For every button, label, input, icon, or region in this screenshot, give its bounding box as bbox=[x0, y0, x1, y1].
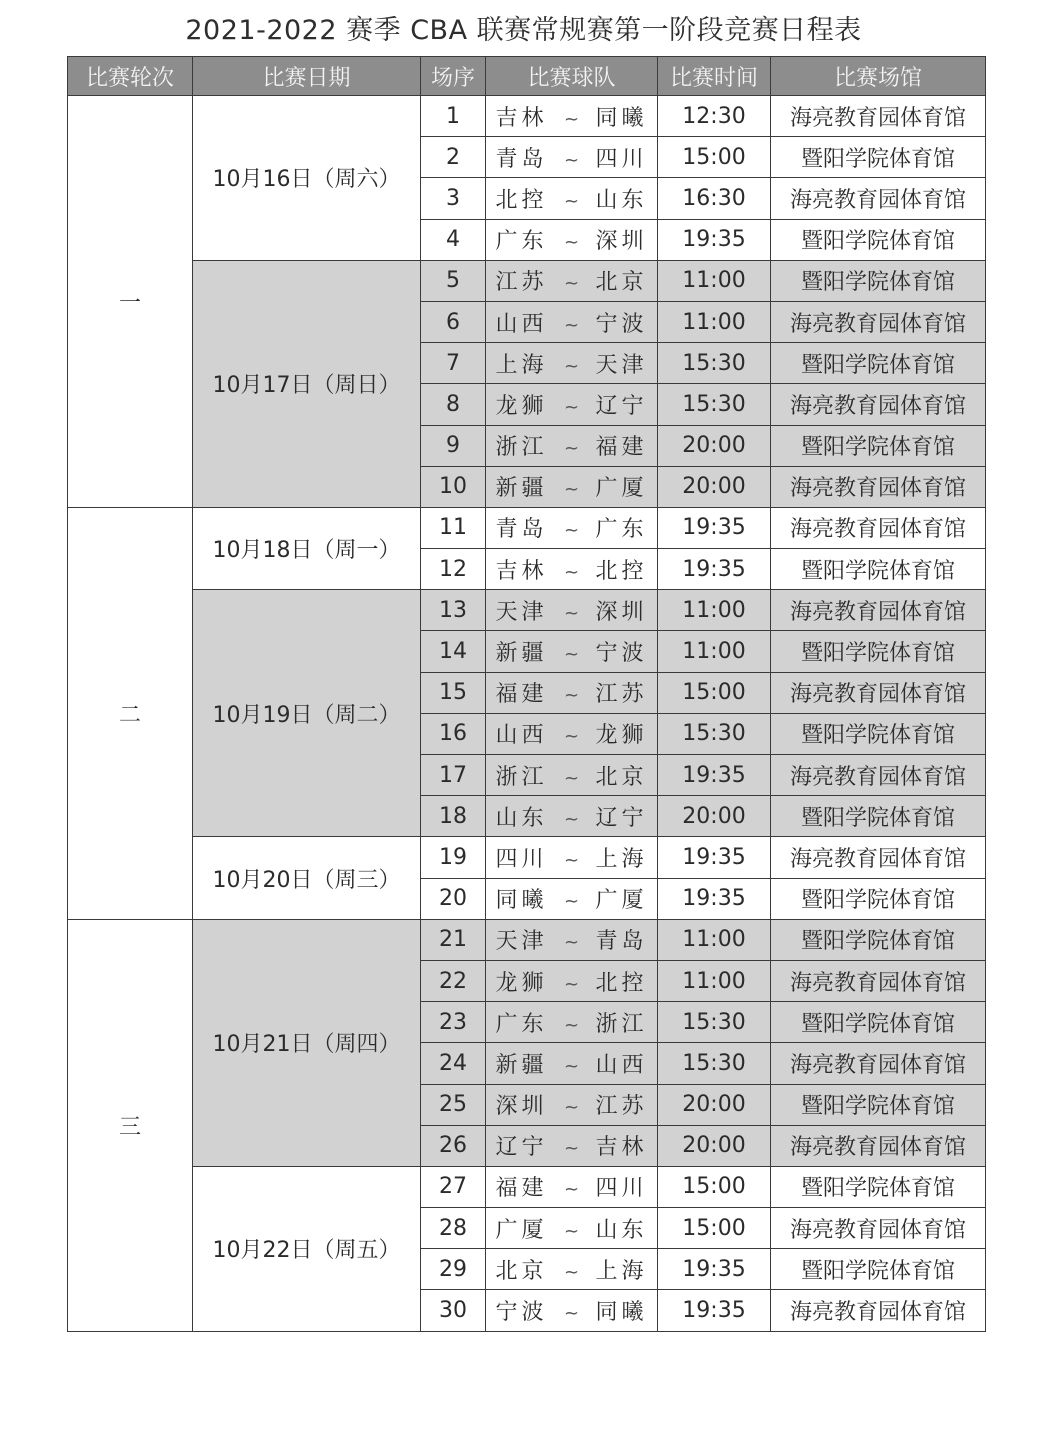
venue-cell: 海亮教育园体育馆 bbox=[771, 466, 986, 507]
time-cell: 11:00 bbox=[658, 590, 771, 631]
time-cell: 11:00 bbox=[658, 631, 771, 672]
team-separator: ~ bbox=[563, 1179, 580, 1201]
venue-cell: 海亮教育园体育馆 bbox=[771, 960, 986, 1001]
time-cell: 19:35 bbox=[658, 837, 771, 878]
round-cell: 三 bbox=[68, 919, 193, 1331]
time-cell: 12:30 bbox=[658, 96, 771, 137]
teams-cell bbox=[486, 1290, 658, 1331]
table-row bbox=[68, 260, 986, 301]
table-header bbox=[68, 57, 986, 96]
away-team: 同曦 bbox=[595, 1300, 648, 1326]
venue-cell: 暨阳学院体育馆 bbox=[771, 260, 986, 301]
team-separator: ~ bbox=[563, 602, 580, 624]
team-separator: ~ bbox=[563, 1055, 580, 1077]
away-team: 广厦 bbox=[595, 476, 648, 502]
home-team: 龙狮 bbox=[495, 970, 548, 996]
date-cell: 10月17日（周日） bbox=[193, 260, 421, 507]
team-separator: ~ bbox=[563, 396, 580, 418]
table-row bbox=[68, 96, 986, 137]
time-cell: 15:30 bbox=[658, 1002, 771, 1043]
game-no-cell: 15 bbox=[421, 672, 486, 713]
game-no-cell: 28 bbox=[421, 1208, 486, 1249]
date-cell: 10月21日（周四） bbox=[193, 919, 421, 1166]
time-cell: 19:35 bbox=[658, 878, 771, 919]
team-separator: ~ bbox=[563, 520, 580, 542]
time-cell: 20:00 bbox=[658, 1125, 771, 1166]
home-team: 同曦 bbox=[495, 888, 548, 914]
away-team: 青岛 bbox=[595, 929, 648, 955]
venue-cell: 海亮教育园体育馆 bbox=[771, 1125, 986, 1166]
away-team: 龙狮 bbox=[595, 723, 648, 749]
home-team: 山西 bbox=[495, 723, 548, 749]
venue-cell: 海亮教育园体育馆 bbox=[771, 384, 986, 425]
game-no-cell: 20 bbox=[421, 878, 486, 919]
time-cell: 11:00 bbox=[658, 301, 771, 342]
away-team: 辽宁 bbox=[595, 805, 648, 831]
teams-cell bbox=[486, 507, 658, 548]
game-no-cell: 17 bbox=[421, 755, 486, 796]
time-cell: 15:30 bbox=[658, 713, 771, 754]
team-separator: ~ bbox=[563, 108, 580, 130]
header-time: 比赛时间 bbox=[658, 57, 771, 96]
game-no-cell: 23 bbox=[421, 1002, 486, 1043]
teams-cell bbox=[486, 301, 658, 342]
away-team: 北控 bbox=[595, 558, 648, 584]
away-team: 深圳 bbox=[595, 229, 648, 255]
time-cell: 15:30 bbox=[658, 343, 771, 384]
home-team: 四川 bbox=[495, 846, 548, 872]
date-cell: 10月22日（周五） bbox=[193, 1166, 421, 1331]
game-no-cell: 21 bbox=[421, 919, 486, 960]
home-team: 山西 bbox=[495, 311, 548, 337]
team-separator: ~ bbox=[563, 808, 580, 830]
header-venue: 比赛场馆 bbox=[771, 57, 986, 96]
venue-cell: 暨阳学院体育馆 bbox=[771, 1002, 986, 1043]
time-cell: 19:35 bbox=[658, 755, 771, 796]
venue-cell: 海亮教育园体育馆 bbox=[771, 755, 986, 796]
team-separator: ~ bbox=[563, 644, 580, 666]
team-separator: ~ bbox=[563, 438, 580, 460]
teams-cell bbox=[486, 549, 658, 590]
game-no-cell: 18 bbox=[421, 796, 486, 837]
round-cell: 一 bbox=[68, 96, 193, 508]
time-cell: 11:00 bbox=[658, 260, 771, 301]
game-no-cell: 10 bbox=[421, 466, 486, 507]
away-team: 江苏 bbox=[595, 682, 648, 708]
teams-cell bbox=[486, 796, 658, 837]
home-team: 广厦 bbox=[495, 1217, 548, 1243]
table-row bbox=[68, 590, 986, 631]
home-team: 福建 bbox=[495, 1176, 548, 1202]
date-cell: 10月19日（周二） bbox=[193, 590, 421, 837]
game-no-cell: 16 bbox=[421, 713, 486, 754]
team-separator: ~ bbox=[563, 479, 580, 501]
away-team: 辽宁 bbox=[595, 393, 648, 419]
venue-cell: 暨阳学院体育馆 bbox=[771, 425, 986, 466]
team-separator: ~ bbox=[563, 891, 580, 913]
venue-cell: 暨阳学院体育馆 bbox=[771, 796, 986, 837]
away-team: 天津 bbox=[595, 352, 648, 378]
team-separator: ~ bbox=[563, 726, 580, 748]
teams-cell bbox=[486, 137, 658, 178]
page-title: 2021-2022 赛季 CBA 联赛常规赛第一阶段竞赛日程表 bbox=[185, 15, 862, 46]
table-row bbox=[68, 837, 986, 878]
venue-cell: 暨阳学院体育馆 bbox=[771, 549, 986, 590]
time-cell: 20:00 bbox=[658, 796, 771, 837]
team-separator: ~ bbox=[563, 1014, 580, 1036]
away-team: 山西 bbox=[595, 1052, 648, 1078]
venue-cell: 海亮教育园体育馆 bbox=[771, 507, 986, 548]
venue-cell: 暨阳学院体育馆 bbox=[771, 919, 986, 960]
home-team: 浙江 bbox=[495, 435, 548, 461]
venue-cell: 暨阳学院体育馆 bbox=[771, 1166, 986, 1207]
game-no-cell: 30 bbox=[421, 1290, 486, 1331]
team-separator: ~ bbox=[563, 561, 580, 583]
teams-cell bbox=[486, 1125, 658, 1166]
teams-cell bbox=[486, 590, 658, 631]
teams-cell bbox=[486, 466, 658, 507]
away-team: 上海 bbox=[595, 846, 648, 872]
away-team: 上海 bbox=[595, 1258, 648, 1284]
team-separator: ~ bbox=[563, 1261, 580, 1283]
venue-cell: 暨阳学院体育馆 bbox=[771, 631, 986, 672]
home-team: 北控 bbox=[495, 187, 548, 213]
venue-cell: 暨阳学院体育馆 bbox=[771, 713, 986, 754]
home-team: 天津 bbox=[495, 599, 548, 625]
home-team: 青岛 bbox=[495, 146, 548, 172]
teams-cell bbox=[486, 1208, 658, 1249]
game-no-cell: 5 bbox=[421, 260, 486, 301]
team-separator: ~ bbox=[563, 973, 580, 995]
team-separator: ~ bbox=[563, 273, 580, 295]
time-cell: 20:00 bbox=[658, 1084, 771, 1125]
away-team: 山东 bbox=[595, 1217, 648, 1243]
home-team: 上海 bbox=[495, 352, 548, 378]
away-team: 江苏 bbox=[595, 1094, 648, 1120]
time-cell: 15:30 bbox=[658, 384, 771, 425]
away-team: 四川 bbox=[595, 146, 648, 172]
home-team: 广东 bbox=[495, 229, 548, 255]
team-separator: ~ bbox=[563, 232, 580, 254]
header-row bbox=[68, 57, 986, 96]
home-team: 广东 bbox=[495, 1011, 548, 1037]
team-separator: ~ bbox=[563, 1220, 580, 1242]
date-cell: 10月20日（周三） bbox=[193, 837, 421, 919]
game-no-cell: 24 bbox=[421, 1043, 486, 1084]
home-team: 新疆 bbox=[495, 1052, 548, 1078]
time-cell: 19:35 bbox=[658, 549, 771, 590]
home-team: 天津 bbox=[495, 929, 548, 955]
venue-cell: 海亮教育园体育馆 bbox=[771, 672, 986, 713]
table-row bbox=[68, 1166, 986, 1207]
home-team: 辽宁 bbox=[495, 1135, 548, 1161]
teams-cell bbox=[486, 960, 658, 1001]
game-no-cell: 11 bbox=[421, 507, 486, 548]
venue-cell: 暨阳学院体育馆 bbox=[771, 219, 986, 260]
venue-cell: 海亮教育园体育馆 bbox=[771, 1043, 986, 1084]
team-separator: ~ bbox=[563, 1138, 580, 1160]
team-separator: ~ bbox=[563, 685, 580, 707]
time-cell: 19:35 bbox=[658, 1290, 771, 1331]
venue-cell: 海亮教育园体育馆 bbox=[771, 301, 986, 342]
away-team: 深圳 bbox=[595, 599, 648, 625]
venue-cell: 暨阳学院体育馆 bbox=[771, 878, 986, 919]
time-cell: 15:00 bbox=[658, 672, 771, 713]
time-cell: 19:35 bbox=[658, 1249, 771, 1290]
game-no-cell: 29 bbox=[421, 1249, 486, 1290]
team-separator: ~ bbox=[563, 314, 580, 336]
away-team: 北京 bbox=[595, 270, 648, 296]
venue-cell: 海亮教育园体育馆 bbox=[771, 837, 986, 878]
home-team: 新疆 bbox=[495, 476, 548, 502]
game-no-cell: 4 bbox=[421, 219, 486, 260]
venue-cell: 海亮教育园体育馆 bbox=[771, 1208, 986, 1249]
away-team: 吉林 bbox=[595, 1135, 648, 1161]
time-cell: 15:00 bbox=[658, 1166, 771, 1207]
away-team: 广东 bbox=[595, 517, 648, 543]
venue-cell: 海亮教育园体育馆 bbox=[771, 590, 986, 631]
teams-cell bbox=[486, 713, 658, 754]
teams-cell bbox=[486, 672, 658, 713]
game-no-cell: 13 bbox=[421, 590, 486, 631]
team-separator: ~ bbox=[563, 190, 580, 212]
teams-cell bbox=[486, 178, 658, 219]
away-team: 宁波 bbox=[595, 311, 648, 337]
away-team: 广厦 bbox=[595, 888, 648, 914]
teams-cell bbox=[486, 1166, 658, 1207]
home-team: 龙狮 bbox=[495, 393, 548, 419]
header-round: 比赛轮次 bbox=[68, 57, 193, 96]
table-row bbox=[68, 919, 986, 960]
teams-cell bbox=[486, 1249, 658, 1290]
teams-cell bbox=[486, 384, 658, 425]
game-no-cell: 22 bbox=[421, 960, 486, 1001]
home-team: 福建 bbox=[495, 682, 548, 708]
teams-cell bbox=[486, 755, 658, 796]
home-team: 吉林 bbox=[495, 105, 548, 131]
venue-cell: 暨阳学院体育馆 bbox=[771, 343, 986, 384]
game-no-cell: 9 bbox=[421, 425, 486, 466]
header-teams: 比赛球队 bbox=[486, 57, 658, 96]
game-no-cell: 8 bbox=[421, 384, 486, 425]
home-team: 深圳 bbox=[495, 1094, 548, 1120]
round-cell: 二 bbox=[68, 507, 193, 919]
away-team: 福建 bbox=[595, 435, 648, 461]
teams-cell bbox=[486, 96, 658, 137]
header-game-no: 场序 bbox=[421, 57, 486, 96]
time-cell: 19:35 bbox=[658, 219, 771, 260]
teams-cell bbox=[486, 919, 658, 960]
team-separator: ~ bbox=[563, 767, 580, 789]
home-team: 宁波 bbox=[495, 1300, 548, 1326]
teams-cell bbox=[486, 260, 658, 301]
home-team: 新疆 bbox=[495, 641, 548, 667]
time-cell: 15:00 bbox=[658, 137, 771, 178]
venue-cell: 暨阳学院体育馆 bbox=[771, 1249, 986, 1290]
team-separator: ~ bbox=[563, 1097, 580, 1119]
table-row bbox=[68, 507, 986, 548]
game-no-cell: 19 bbox=[421, 837, 486, 878]
teams-cell bbox=[486, 631, 658, 672]
away-team: 山东 bbox=[595, 187, 648, 213]
away-team: 宁波 bbox=[595, 641, 648, 667]
venue-cell: 海亮教育园体育馆 bbox=[771, 96, 986, 137]
game-no-cell: 27 bbox=[421, 1166, 486, 1207]
away-team: 同曦 bbox=[595, 105, 648, 131]
team-separator: ~ bbox=[563, 355, 580, 377]
header-date: 比赛日期 bbox=[193, 57, 421, 96]
time-cell: 20:00 bbox=[658, 425, 771, 466]
time-cell: 11:00 bbox=[658, 919, 771, 960]
date-cell: 10月16日（周六） bbox=[193, 96, 421, 261]
away-team: 四川 bbox=[595, 1176, 648, 1202]
teams-cell bbox=[486, 1043, 658, 1084]
time-cell: 20:00 bbox=[658, 466, 771, 507]
game-no-cell: 3 bbox=[421, 178, 486, 219]
time-cell: 16:30 bbox=[658, 178, 771, 219]
time-cell: 11:00 bbox=[658, 960, 771, 1001]
game-no-cell: 6 bbox=[421, 301, 486, 342]
game-no-cell: 26 bbox=[421, 1125, 486, 1166]
game-no-cell: 12 bbox=[421, 549, 486, 590]
time-cell: 19:35 bbox=[658, 507, 771, 548]
game-no-cell: 2 bbox=[421, 137, 486, 178]
team-separator: ~ bbox=[563, 849, 580, 871]
teams-cell bbox=[486, 1002, 658, 1043]
away-team: 北控 bbox=[595, 970, 648, 996]
home-team: 北京 bbox=[495, 1258, 548, 1284]
teams-cell bbox=[486, 837, 658, 878]
teams-cell bbox=[486, 878, 658, 919]
game-no-cell: 1 bbox=[421, 96, 486, 137]
teams-cell bbox=[486, 425, 658, 466]
away-team: 北京 bbox=[595, 764, 648, 790]
venue-cell: 暨阳学院体育馆 bbox=[771, 137, 986, 178]
home-team: 青岛 bbox=[495, 517, 548, 543]
team-separator: ~ bbox=[563, 1303, 580, 1325]
away-team: 浙江 bbox=[595, 1011, 648, 1037]
time-cell: 15:30 bbox=[658, 1043, 771, 1084]
schedule-table bbox=[67, 56, 986, 1332]
teams-cell bbox=[486, 1084, 658, 1125]
game-no-cell: 25 bbox=[421, 1084, 486, 1125]
game-no-cell: 14 bbox=[421, 631, 486, 672]
time-cell: 15:00 bbox=[658, 1208, 771, 1249]
home-team: 山东 bbox=[495, 805, 548, 831]
game-no-cell: 7 bbox=[421, 343, 486, 384]
venue-cell: 海亮教育园体育馆 bbox=[771, 1290, 986, 1331]
table-body bbox=[68, 96, 986, 1332]
venue-cell: 海亮教育园体育馆 bbox=[771, 178, 986, 219]
teams-cell bbox=[486, 219, 658, 260]
home-team: 浙江 bbox=[495, 764, 548, 790]
teams-cell bbox=[486, 343, 658, 384]
home-team: 吉林 bbox=[495, 558, 548, 584]
team-separator: ~ bbox=[563, 932, 580, 954]
venue-cell: 暨阳学院体育馆 bbox=[771, 1084, 986, 1125]
team-separator: ~ bbox=[563, 149, 580, 171]
home-team: 江苏 bbox=[495, 270, 548, 296]
date-cell: 10月18日（周一） bbox=[193, 507, 421, 589]
